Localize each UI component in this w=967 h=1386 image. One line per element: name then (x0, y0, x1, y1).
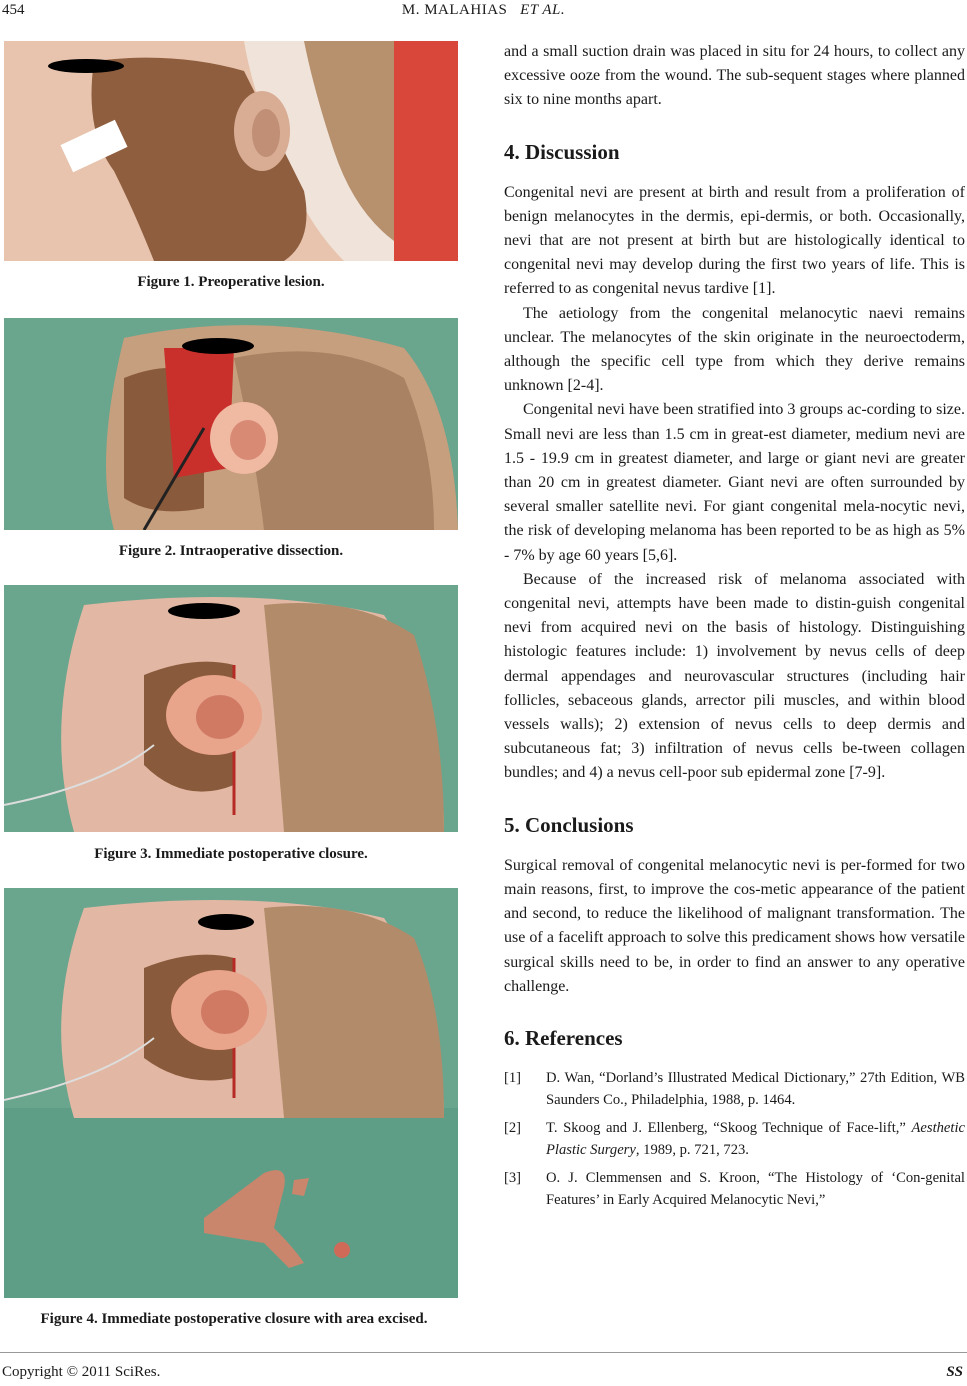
intro-paragraph: and a small suction drain was placed in situ for 24 hours, to collect any excessive ooze from the wound. The sub-sequent stages where planned six to nine months apart. (504, 43, 965, 109)
reference-item (504, 1067, 965, 1111)
photo-preoperative-lesion-icon (4, 41, 458, 261)
discussion-paragraph-1: Congenital nevi are present at birth and result from a proliferation of benign melanocytes in the dermis, epi-dermis, or both. Occasionally, nevi that are not present at birth but are histologically identical to congenital nevi may develop during the first two years of life. This is referred to as congenital nevus tardive [1]. (504, 183, 965, 298)
footer-rule (0, 1352, 967, 1353)
reference-item (504, 1117, 965, 1161)
page-number: 454 (2, 2, 25, 18)
reference-number: [3] (504, 1169, 522, 1186)
running-head-author: M. MALAHIAS (401, 2, 508, 18)
reference-text: D. Wan, “Dorland’s Illustrated Medical Dictionary,” 27th Edition, WB Saunders Co., Philadelphia, 1988, p. 1464. (546, 1069, 965, 1108)
page-header (0, 0, 967, 26)
photo-intraoperative-dissection-icon (4, 318, 458, 530)
figure-4-image (4, 888, 458, 1298)
figure-4-caption: Figure 4. Immediate postoperative closure with area excised. (40, 1311, 428, 1327)
reference-number: [2] (504, 1119, 522, 1136)
figure-3-image (4, 585, 458, 832)
right-column (504, 40, 965, 1217)
references-heading: 6. References (504, 1025, 623, 1050)
figure-1-caption: Figure 1. Preoperative lesion. (137, 274, 325, 290)
discussion-paragraph-2: The aetiology from the congenital melanocytic naevi remains unclear. The melanocytes of the skin originate in the neuroectoderm, although the specific cell type from which they derive remains unknown [2-4]. (504, 304, 965, 395)
running-head-etal: ET AL. (520, 2, 566, 18)
discussion-heading: 4. Discussion (504, 139, 620, 164)
figure-2-image (4, 318, 458, 530)
figure-1-image (4, 41, 458, 261)
photo-postoperative-closure-icon (4, 585, 458, 832)
references-list (504, 1067, 965, 1211)
figure-3-caption: Figure 3. Immediate postoperative closure. (94, 846, 368, 862)
page-footer (0, 1364, 967, 1384)
copyright-text: Copyright © 2011 SciRes. (2, 1364, 161, 1380)
discussion-paragraph-3: Congenital nevi have been stratified into 3 groups ac-cording to size. Small nevi are less than 1.5 cm in great-est diameter, medium nevi are 1.5 - 19.9 cm in greatest diameter, and large or giant nevi are greater than 20 cm in greatest diameter. Giant nevi are often surrounded by several smaller satellite nevi. For giant congenital mela-nocytic nevi, the risk of developing melanoma has been reported to be as high as 5% - 7% by age 60 years [5,6]. (504, 401, 965, 564)
reference-item (504, 1167, 965, 1211)
reference-text: T. Skoog and J. Ellenberg, “Skoog Technique of Face-lift,” (546, 1119, 912, 1136)
discussion-paragraph-4: Because of the increased risk of melanoma associated with congenital nevi, attempts have been made to distin-guish congenital nevi from acquired nevi on the basis of histology. Distinguishing histologic features include: 1) involvement by nevus cells of deep dermal appendages and neurovascular structures (including hair follicles, sebaceous glands, arrector pili muscles, and within blood vessels walls); 2) extension of nevus cells to deep dermis and subcutaneous fat; 3) infiltration of nevus cells be-tween collagen bundles; and 4) a nevus cell-poor sub epidermal zone [7-9]. (504, 570, 965, 782)
photo-closure-with-excised-area-icon (4, 888, 458, 1298)
reference-journal: Aesthetic Plastic Surgery (546, 1119, 965, 1158)
reference-text-tail: , 1989, p. 721, 723. (635, 1141, 749, 1158)
reference-number: [1] (504, 1069, 522, 1086)
figure-2-caption: Figure 2. Intraoperative dissection. (118, 543, 344, 559)
conclusions-heading: 5. Conclusions (504, 812, 634, 837)
running-head (0, 2, 967, 19)
journal-abbreviation: SS (946, 1364, 963, 1380)
reference-text: O. J. Clemmensen and S. Kroon, “The Histology of ‘Con-genital Features’ in Early Acquired Melanocytic Nevi,” (546, 1169, 965, 1208)
conclusions-paragraph: Surgical removal of congenital melanocytic nevi is per-formed for two main reasons, first, to improve the cos-metic appearance of the patient and second, to reduce the likelihood of malignant transformation. The use of a facelift approach to solve this predicament shows how versatile surgical skills need to be, in order to find an answer to any operative challenge. (504, 856, 965, 995)
